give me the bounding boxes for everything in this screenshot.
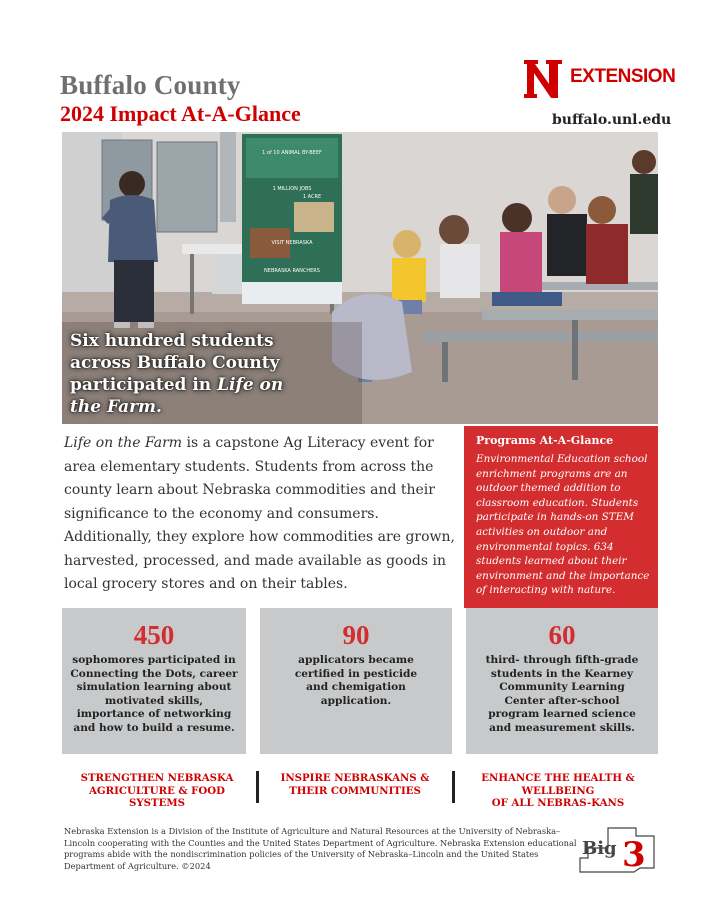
stat-description: applicators became certified in pesticide and chemigation application. bbox=[294, 654, 418, 707]
stat-description: sophomores participated in Connecting the Dots, career simulation learning about motivated skills, importance of networking and how to build a resume. bbox=[70, 654, 238, 734]
poster-text-4: VISIT NEBRASKA bbox=[271, 240, 313, 246]
stat-number: 450 bbox=[133, 620, 175, 650]
pillar-agriculture: STRENGTHEN NEBRASKA AGRICULTURE & FOOD SYSTEMS bbox=[80, 772, 234, 809]
stat-number: 90 bbox=[342, 620, 370, 650]
nebraska-extension-logo bbox=[522, 58, 676, 104]
brand-text: EXTENSION bbox=[570, 66, 676, 87]
nebraska-n-logo-icon bbox=[522, 58, 564, 100]
pillar-divider bbox=[256, 771, 259, 803]
stat-number: 60 bbox=[548, 620, 576, 650]
stat-description: third- through fifth-grade students in the Kearney Community Learning Center after-school program learned science and measurement skills. bbox=[485, 654, 639, 734]
big3-logo bbox=[578, 824, 658, 874]
big3-logo-icon bbox=[578, 824, 658, 874]
poster-text-2: 1 MILLION JOBS bbox=[272, 186, 312, 192]
intro-paragraph: Life on the Farm is a capstone Ag Literacy event for area elementary students. Students from across the county learn about Nebraska commodities and their significance to the economy and consumers. Additionally, they explore how commodities are grown, harvested, processed, and made available as goods in local grocery stores and on their tables. bbox=[64, 435, 455, 592]
stat-card bbox=[62, 608, 246, 754]
pillar-communities: INSPIRE NEBRASKANS & THEIR COMMUNITIES bbox=[280, 772, 430, 797]
big3-text: Big bbox=[582, 838, 617, 859]
page-subtitle: 2024 Impact At-A-Glance bbox=[60, 101, 301, 126]
pillar-divider bbox=[452, 771, 455, 803]
website-link[interactable]: buffalo.unl.edu bbox=[552, 112, 672, 128]
big3-number: 3 bbox=[622, 835, 646, 874]
pillar-health: ENHANCE THE HEALTH & WELLBEING OF ALL NEBRAS-KANS bbox=[481, 772, 635, 809]
programs-heading: Programs At-A-Glance bbox=[476, 434, 614, 447]
poster-text-3: 1 ACRE bbox=[302, 194, 322, 200]
photo-caption: Six hundred students across Buffalo County participated in Life on the Farm. bbox=[70, 331, 284, 417]
stat-card bbox=[466, 608, 658, 754]
programs-body: Environmental Education school enrichment programs are an outdoor themed addition to classroom education. Students participate in hands-on STEM activities on outdoor and environmental topics. 634 students learned about their environment and the importance of interacting with nature. bbox=[476, 453, 650, 597]
footer-disclaimer: Nebraska Extension is a Division of the Institute of Agriculture and Natural Resources at the University of Nebraska–Lincoln cooperating with the Counties and the United States Department of Agriculture. Nebraska Extension educational programs abide with the nondiscrimination policies of the University of Nebraska–Lincoln and the United States Department of Agriculture. ©2024 bbox=[64, 826, 577, 871]
page-title: Buffalo County bbox=[60, 70, 241, 100]
stat-card bbox=[260, 608, 452, 754]
poster-text-1: 1 of 10 ANIMAL BY-BEEF bbox=[262, 150, 322, 156]
poster-text-5: NEBRASKA RANCHERS bbox=[264, 268, 320, 274]
programs-panel bbox=[464, 426, 658, 608]
